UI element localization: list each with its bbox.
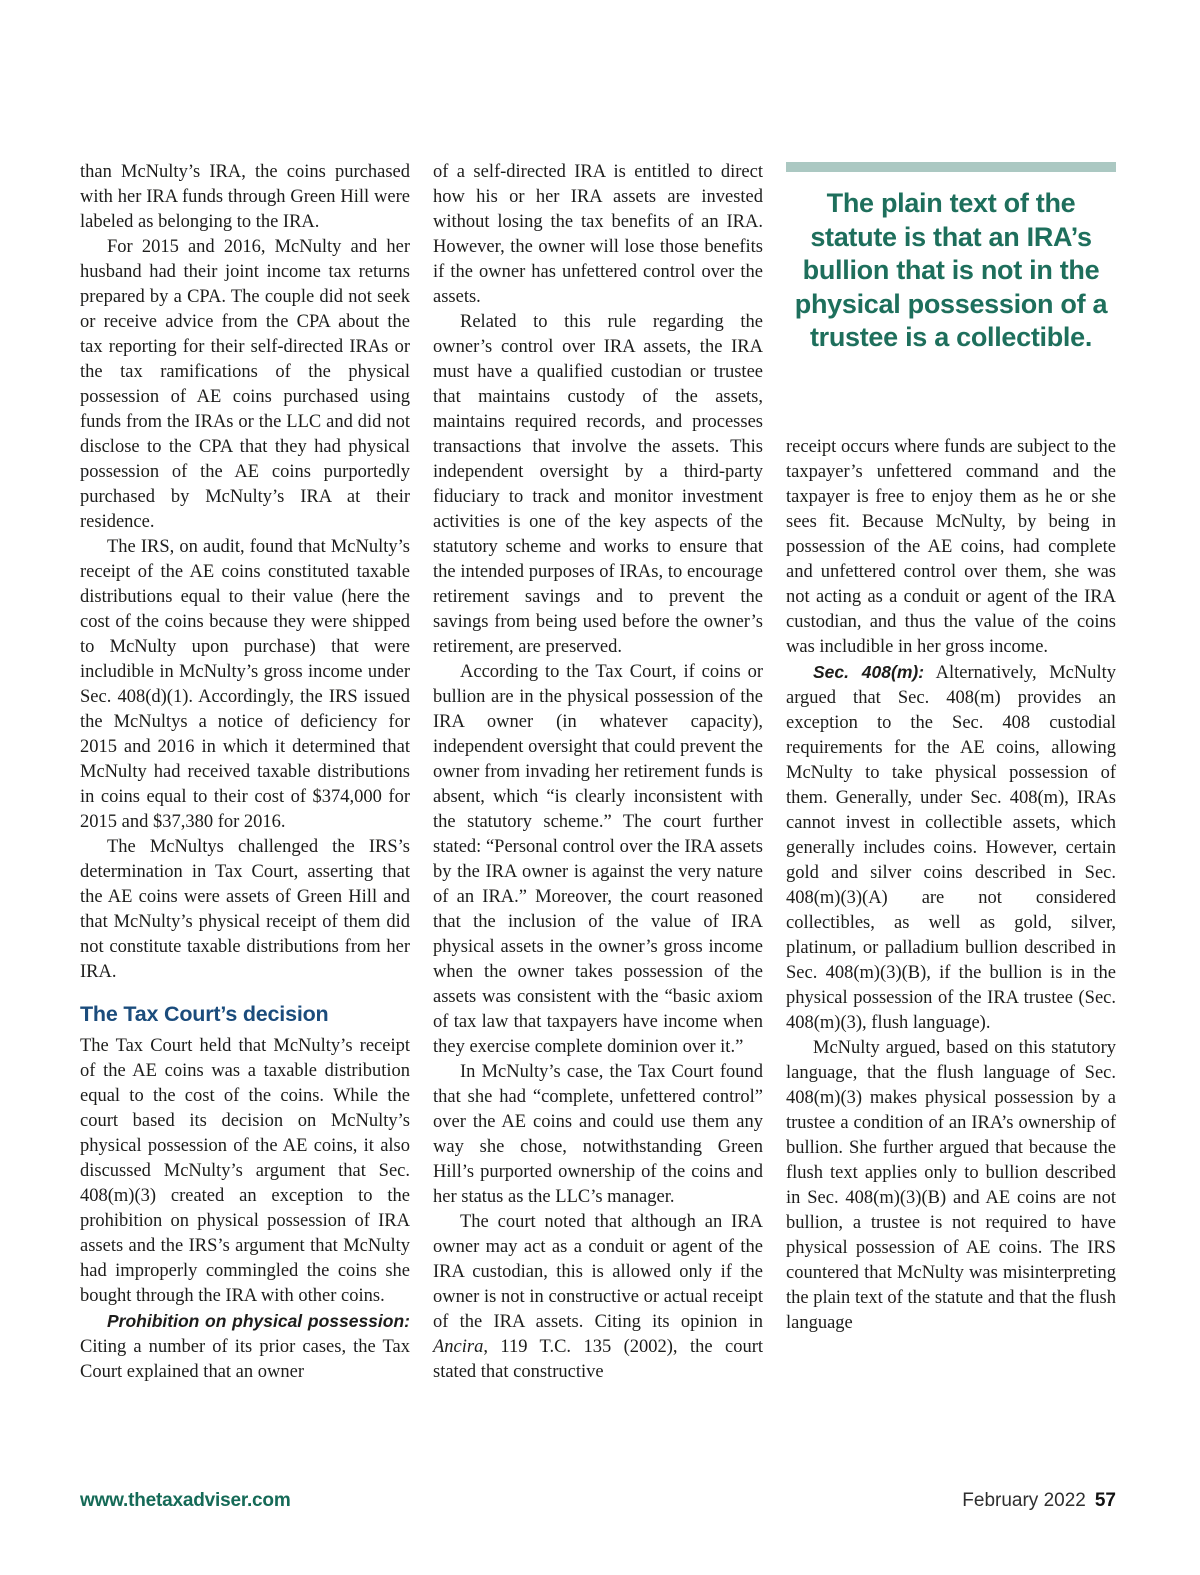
body-paragraph: of a self-directed IRA is entitled to direct how his or her IRA assets are invested without losing the tax benefits of an IRA. However, the owner will lose those benefits if the owner has unfettered control over the assets. xyxy=(433,162,763,307)
footer-issue-date: February 2022 xyxy=(962,1490,1086,1511)
case-citation: Ancira xyxy=(433,1337,484,1357)
pull-quote-text: The plain text of the statute is that an IRA’s bullion that is not in the physical possession of a trustee is a collectible. xyxy=(794,188,1108,352)
paragraph-text: Alternatively, McNulty argued that Sec. 408(m) provides an exception to the Sec. 408 custodial requirements for the AE coins, allowing McNulty to take physical possession of them. Generally, under Sec. 408(m), IRAs cannot invest in collectible assets, which generally includes coins. However, certain gold and silver coins described in Sec. 408(m)(3)(A) are not considered collectibles, as well as gold, silver, platinum, or palladium bullion described in Sec. 408(m)(3)(B), if the bullion is in the physical possession of the IRA trustee (Sec. 408(m)(3), flush language). xyxy=(786,662,1117,1033)
body-paragraph xyxy=(786,660,1116,1036)
runin-subheading: Prohibition on physical possession: xyxy=(107,1311,410,1331)
body-paragraph: The Tax Court held that McNulty’s receipt of the AE coins was a taxable distribution equal to the cost of the coins. While the court based its decision on McNulty’s physical possession of the AE coins, it also discussed McNulty’s argument that Sec. 408(m)(3) created an exception to the prohibition on physical possession of IRA assets and the IRS’s argument that McNulty had improperly commingled the coins she bought through the IRA with other coins. xyxy=(80,1036,410,1306)
body-paragraph: McNulty argued, based on this statutory language, that the flush language of Sec. 408(m)(3) makes physical possession by a trustee a condition of an IRA’s ownership of bullion. She further argued that because the flush text applies only to bullion described in Sec. 408(m)(3)(B) and AE coins are not bullion, a trustee is not required to have physical possession of AE coins. The IRS countered that McNulty was misinterpreting the plain text of the statute and that the flush language xyxy=(786,1037,1116,1333)
footer-page-number: 57 xyxy=(1094,1490,1116,1511)
pull-quote-accent-bar xyxy=(786,162,1116,172)
footer-issue-info xyxy=(962,1490,1116,1512)
body-paragraph: According to the Tax Court, if coins or bullion are in the physical possession of the IRA owner (in whatever capacity), independent oversight that could prevent the owner from invading her retirement funds is absent, which “is clearly inconsistent with the statutory scheme.” The court further stated: “Personal control over the IRA assets by the IRA owner is against the very nature of an IRA.” Moreover, the court reasoned that the inclusion of the value of IRA physical assets in the owner’s gross income when the owner takes possession of the assets was consistent with the “basic axiom of tax law that taxpayers have income when they exercise complete dominion over it.” xyxy=(433,662,763,1057)
column-2 xyxy=(433,160,763,1385)
body-paragraph: In McNulty’s case, the Tax Court found that she had “complete, unfettered control” over the AE coins and could use them any way she chose, notwithstanding Green Hill’s purported ownership of the coins and her status as the LLC’s manager. xyxy=(433,1062,763,1207)
footer-website: www.thetaxadviser.com xyxy=(80,1490,291,1511)
page-footer xyxy=(80,1490,1116,1512)
body-paragraph xyxy=(80,1309,410,1385)
paragraph-text: Citing a number of its prior cases, the Tax Court explained that an owner xyxy=(80,1337,410,1382)
body-paragraph: than McNulty’s IRA, the coins purchased with her IRA funds through Green Hill were labeled as belonging to the IRA. xyxy=(80,162,410,232)
pull-quote xyxy=(786,162,1116,355)
body-paragraph xyxy=(433,1210,763,1385)
section-heading-tax-courts-decision: The Tax Court’s decision xyxy=(80,1002,329,1026)
column-1 xyxy=(80,160,410,1385)
paragraph-text: , 119 T.C. 135 (2002), the court stated that constructive xyxy=(433,1337,763,1382)
body-paragraph: receipt occurs where funds are subject to the taxpayer’s unfettered command and the taxpayer is free to enjoy them as he or she sees fit. Because McNulty, by being in possession of the AE coins, had complete and unfettered control over them, she was not acting as a conduit or agent of the IRA custodian, and thus the value of the coins was includible in her gross income. xyxy=(786,436,1116,657)
body-paragraph: Related to this rule regarding the owner’s control over IRA assets, the IRA must have a qualified custodian or trustee that maintains custody of the assets, maintains required records, and processes transactions that involve the assets. This independent oversight by a third-party fiduciary to track and monitor investment activities is one of the key aspects of the statutory scheme and works to ensure that the intended purposes of IRAs, to encourage retirement savings and to prevent the savings from being used before the owner’s retirement, are preserved. xyxy=(433,312,763,657)
runin-subheading: Sec. 408(m): xyxy=(813,661,925,682)
body-paragraph: The IRS, on audit, found that McNulty’s receipt of the AE coins constituted taxable distributions equal to their value (here the cost of the coins because they were shipped to McNulty upon purchase) that were includible in McNulty’s gross income under Sec. 408(d)(1). Accordingly, the IRS issued the McNultys a notice of deficiency for 2015 and 2016 in which it determined that McNulty had received taxable distributions in coins equal to their cost of $374,000 for 2015 and $37,380 for 2016. xyxy=(80,537,410,832)
paragraph-text: The court noted that although an IRA owner may act as a conduit or agent of the IRA custodian, this is allowed only if the owner is not in constructive or actual receipt of the IRA assets. Citing its opinion in xyxy=(433,1212,763,1332)
body-paragraph: For 2015 and 2016, McNulty and her husband had their joint income tax returns prepared by a CPA. The couple did not seek or receive advice from the CPA about the tax reporting for their self-directed IRAs or the tax ramifications of the physical possession of AE coins purchased using funds from the IRAs or the LLC and did not disclose to the CPA that they had physical possession of the AE coins purportedly purchased by McNulty’s IRA at their residence. xyxy=(80,237,410,532)
body-paragraph: The McNultys challenged the IRS’s determination in Tax Court, asserting that the AE coins were assets of Green Hill and that McNulty’s physical receipt of them did not constitute taxable distributions from her IRA. xyxy=(80,837,410,982)
column-3 xyxy=(786,160,1116,1385)
